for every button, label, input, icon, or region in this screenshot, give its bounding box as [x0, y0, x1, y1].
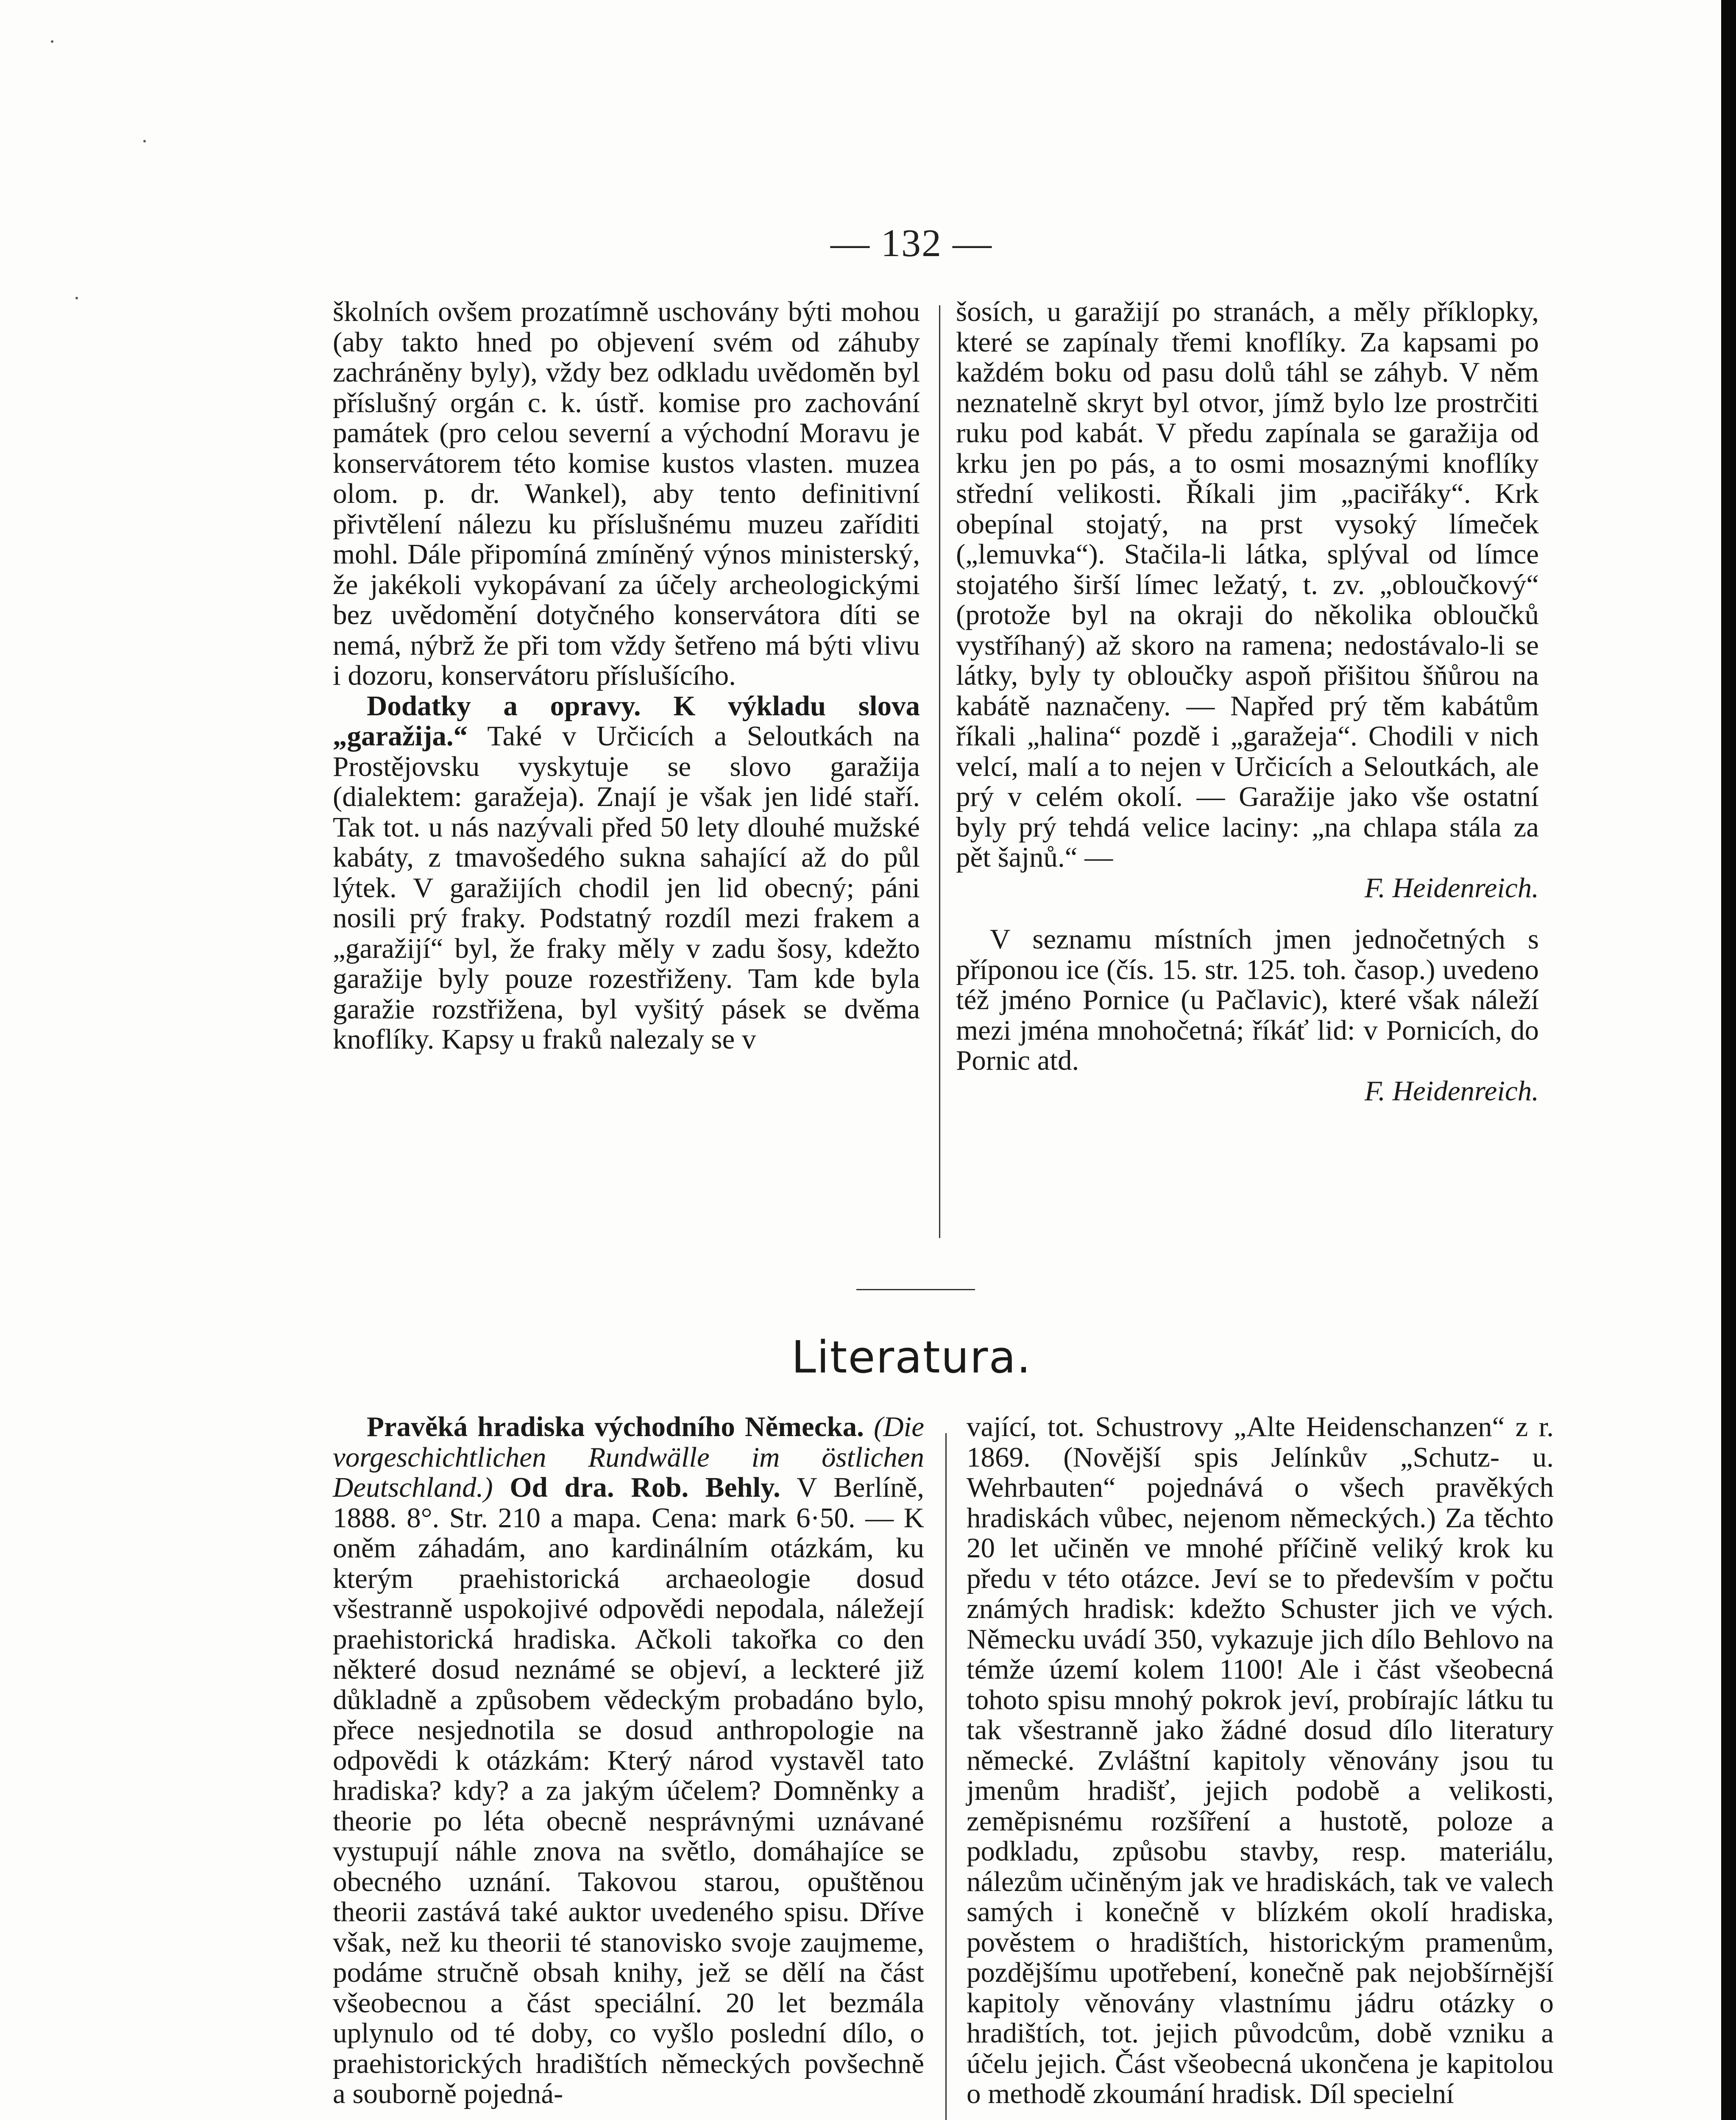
article1-right-column	[956, 297, 1539, 1106]
review-paragraph	[333, 1412, 924, 2109]
signature: F. Heidenreich.	[1364, 1075, 1539, 1107]
review-text: vající, tot. Schustrovy „Alte Heidenschanzen“ z r. 1869. (Novější spis Jelínkův „Schutz- u. Wehrbauten“ pojednává o všech pravěkých hradiskách vůbec, nejenom německých.) Za těchto 20 let učiněn ve mnohé příčině veliký krok ku předu v této otázce. Jeví se to především v počtu známých hradisk: kdežto Schuster jich ve vých. Německu uvádí 350, vykazuje jich dílo Behlovo na témže území kolem 1100! Ale i část všeobecná tohoto spisu mnohý pokrok jeví, probírajíc látku tu tak všestranně jako žádné dosud dílo literatury německé. Zvláštní kapitoly věnovány jsou tu jmenům hradišť, jejich podobě a velikosti, zeměpisnému rozšíření a hustotě, poloze a podkladu, způsobu stavby, resp. materiálu, nálezům učiněným jak ve hradiskách, tak ve valech samých i konečně v blízkém okolí hradiska, pověstem o hradištích, historickým pramenům, pozdějšímu upotřebení, konečně pak nejobšírnější kapitoly věnovány vlastnímu jádru otázky o hradištích, tot. jejich původcům, době vzniku a účelu jejich. Část všeobecná ukončena je kapitolou o methodě zkoumání hradisk. Díl specielní	[967, 1411, 1554, 2109]
scan-speck	[75, 297, 78, 299]
scan-speck	[51, 40, 53, 43]
article1-paragraph: školních ovšem prozatímně uschovány býti mohou (aby takto hned po objevení svém od záhuby zachráněny byly), vždy bez odkladu uvědoměn byl příslušný orgán c. k. ústř. komise pro zachování památek (pro celou severní a východní Moravu je konservátorem této komise kustos vlasten. muzea olom. p. dr. Wankel), aby tento definitivní přivtělení nálezu ku příslušnému muzeu zaříditi mohl. Dále připomíná zmíněný výnos ministerský, že jakékoli vykopávaní za účely archeologickými bez uvědomění dotyčného konservátora díti se nemá, nýbrž že při tom vždy šetřeno má býti vlivu i dozoru, konservátoru příslušícího.	[333, 296, 920, 691]
review-byline: Od dra. Rob. Behly.	[510, 1472, 780, 1503]
review-subtitle: (Die vorgeschichtlichen Rundwälle im östlichen Deutschland.)	[333, 1411, 925, 1503]
note-paragraph: V seznamu místních jmen jednočetných s příponou ice (čís. 15. str. 125. toh. časop.) uvedeno též jméno Pornice (u Pačlavic), které však náleží mezi jména mnohočetná; říkáť lid: v Pornicích, do Pornic atd.	[956, 923, 1539, 1076]
column-divider	[939, 305, 940, 1238]
review-imprint: V Berlíně, 1888. 8°. Str. 210 a mapa. Cena: mark 6·50.	[333, 1472, 924, 1534]
section-heading: Literatura.	[791, 1331, 1032, 1383]
article2-right-column	[967, 1412, 1554, 2109]
article1-left-column	[333, 297, 920, 1055]
addenda-paragraph	[333, 691, 920, 1055]
review-title: Pravěká hradiska východního Německa.	[367, 1411, 864, 1442]
scan-speck	[143, 140, 146, 142]
article2-left-column	[333, 1412, 924, 2109]
article1-paragraph: šosích, u garažijí po stranách, a měly příklopky, které se zapínaly třemi knoflíky. Za kapsami po každém boku od pasu dolů táhl se záhyb. V něm neznatelně skryt byl otvor, jímž bylo lze prostrčiti ruku pod kabát. V předu zapínala se garažija od krku jen po pás, a to osmi mosaznými knoflíky střední velikosti. Říkali jim „paciřáky“. Krk obepínal stojatý, na prst vysoký límeček („lemuvka“). Stačila-li látka, splýval od límce stojatého širší límec ležatý, t. zv. „obloučkový“ (protože byl na okraji do několika obloučků vystříhaný) až skoro na ramena; nedostávalo-li se látky, byly ty obloučky aspoň přišitou šňůrou na kabátě naznačeny. — Napřed prý těm kabátům říkali „halina“ pozdě i „garažeja“. Chodili v nich velcí, malí a to nejen v Určicích a Seloutkách, ale prý v celém okolí. — Garažije jako vše ostatní byly prý tehdá velice laciny: „na chlapa stála za pět šajnů.“ —	[956, 296, 1539, 873]
review-text: — K oněm záhadám, ano kardinálním otázkám, ku kterým praehistorická archaeologie dosud všestranně uspokojivé odpovědi nepodala, náležejí praehistorická hradiska. Ačkoli takořka co den některé dosud neznámé se objeví, a leckteré již důkladně a způsobem vědeckým probadáno bylo, přece nesjednotila se dosud anthropologie na odpovědi k otázkám: Který národ vystavěl tato hradiska? kdy? a za jakým účelem? Domněnky a theorie po léta obecně nesprávnými uznávané vystupují náhle znova na světlo, domáhajíce se obecného uznání. Takovou starou, opuštěnou theorii zastává také auktor uvedeného spisu. Dříve však, než ku theorii té stanovisko svoje zaujmeme, podáme stručně obsah knihy, jež se dělí na část všeobecnou a část speciální. 20 let bezmála uplynulo od té doby, co vyšlo poslední dílo, o praehistorických hradištích německých povšechně a souborně pojedná-	[333, 1502, 924, 2109]
addenda-text: Také v Určicích a Seloutkách na Prostějovsku vyskytuje se slovo garažija (dialektem: garažeja). Znají je však jen lidé staří. Tak tot. u nás nazývali před 50 lety dlouhé mužské kabáty, z tmavošedého sukna sahající až do půl lýtek. V garažijích chodil jen lid obecný; páni nosili prý fraky. Podstatný rozdíl mezi frakem a „garažijí“ byl, že fraky měly v zadu šosy, kdežto garažije byly pouze rozestřiženy. Tam kde byla garažie rozstřižena, byl vyšitý pásek se dvěma knoflíky. Kapsy u fraků nalezaly se v	[333, 720, 920, 1055]
signature: F. Heidenreich.	[1364, 872, 1539, 904]
section-separator	[856, 1289, 975, 1290]
column-divider	[945, 1433, 947, 2120]
addenda-heading: Dodatky a opravy. K výkladu slova „garažija.“	[333, 690, 920, 752]
page-number: — 132 —	[830, 221, 992, 265]
scan-edge	[1721, 0, 1736, 2120]
